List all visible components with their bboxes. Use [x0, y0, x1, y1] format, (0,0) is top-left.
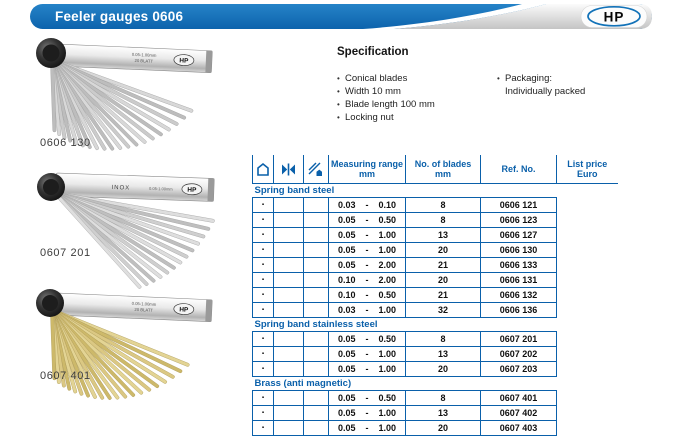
- legend-cell-empty: [304, 332, 329, 347]
- col-unit: mm: [434, 169, 451, 179]
- bullet-icon: •: [337, 100, 340, 109]
- range-dash: -: [365, 290, 369, 300]
- range-from: 0.05: [338, 245, 356, 255]
- legend-works-cell: [304, 155, 329, 184]
- legend-cell-empty: [274, 198, 304, 213]
- spec-item: [337, 98, 489, 111]
- range-from: 0.03: [338, 305, 356, 315]
- list-price-cell: [557, 303, 618, 318]
- ref-no-cell: 0606 136: [481, 303, 557, 318]
- legend-home-cell: [253, 155, 274, 184]
- section-row: [253, 377, 618, 391]
- table-row: [253, 228, 618, 243]
- blade-fan: [54, 191, 215, 289]
- row-bullet: ▪: [253, 347, 274, 362]
- spec-item-text: Blade length 100 mm: [345, 99, 435, 110]
- row-bullet: ▪: [253, 391, 274, 406]
- legend-cell-empty: [274, 288, 304, 303]
- col-label: Measuring range: [330, 158, 404, 169]
- section-row: [253, 184, 618, 198]
- hp-logo: [581, 6, 647, 28]
- range-dash: -: [365, 230, 369, 240]
- col-unit: mm: [358, 169, 375, 179]
- table-row: [253, 406, 618, 421]
- col-header-measuring-range: [329, 155, 406, 184]
- ref-no-cell: 0607 403: [481, 421, 557, 436]
- table-header-row: [253, 155, 618, 184]
- ref-no-cell: 0607 203: [481, 362, 557, 377]
- measuring-range-cell: [329, 273, 406, 288]
- range-dash: -: [365, 334, 369, 344]
- spec-item: [337, 72, 489, 85]
- row-bullet: ▪: [253, 258, 274, 273]
- range-dash: -: [365, 275, 369, 285]
- range-to: 1.00: [378, 349, 396, 359]
- spec-item-text: Individually packed: [505, 86, 586, 97]
- range-to: 1.00: [378, 245, 396, 255]
- range-to: 0.50: [378, 334, 396, 344]
- product-ref-label-2: 0607 201: [40, 247, 91, 259]
- row-bullet: ▪: [253, 198, 274, 213]
- handle-text-line1: INOX: [111, 184, 131, 192]
- table-row: [253, 347, 618, 362]
- range-from: 0.05: [338, 230, 356, 240]
- list-price-cell: [557, 258, 618, 273]
- legend-cell-empty: [304, 303, 329, 318]
- handle-text-line2: 20 BLATT: [134, 57, 154, 64]
- table-row: [253, 391, 618, 406]
- range-to: 1.00: [378, 230, 396, 240]
- specification-section: [337, 46, 677, 124]
- blade-fan: [50, 308, 190, 400]
- page-title: Feeler gauges 0606: [55, 8, 184, 24]
- legend-cell-empty: [304, 421, 329, 436]
- range-to: 1.00: [378, 305, 396, 315]
- measuring-range-cell: [329, 213, 406, 228]
- range-dash: -: [365, 349, 369, 359]
- range-to: 1.00: [378, 408, 396, 418]
- row-bullet: ▪: [253, 406, 274, 421]
- measuring-range-cell: [329, 198, 406, 213]
- section-row: [253, 318, 618, 332]
- legend-cell-empty: [304, 391, 329, 406]
- blade-count-cell: 13: [406, 406, 481, 421]
- ref-no-cell: 0607 402: [481, 406, 557, 421]
- blade-count-cell: 13: [406, 347, 481, 362]
- range-from: 0.05: [338, 364, 356, 374]
- legend-cell-empty: [274, 273, 304, 288]
- row-bullet: ▪: [253, 332, 274, 347]
- range-to: 1.00: [378, 423, 396, 433]
- range-from: 0.03: [338, 200, 356, 210]
- spec-item: [337, 85, 489, 98]
- row-bullet: ▪: [253, 243, 274, 258]
- legend-cell-empty: [304, 362, 329, 377]
- table-row: [253, 332, 618, 347]
- row-bullet: ▪: [253, 228, 274, 243]
- blade-count-cell: 8: [406, 391, 481, 406]
- spec-item: [337, 111, 489, 124]
- measuring-range-cell: [329, 243, 406, 258]
- specification-list: [337, 72, 489, 124]
- works-standard-icon: [308, 162, 324, 177]
- range-dash: -: [365, 408, 369, 418]
- knob-center: [43, 45, 60, 62]
- knob-center: [43, 179, 59, 195]
- legend-cell-empty: [304, 198, 329, 213]
- flow-valve-icon: [280, 162, 297, 177]
- product-photo-3: [26, 283, 231, 408]
- blade-count-cell: 32: [406, 303, 481, 318]
- table-row: [253, 421, 618, 436]
- blade-count-cell: 8: [406, 213, 481, 228]
- blade-count-cell: 20: [406, 273, 481, 288]
- legend-valve-cell: [274, 155, 304, 184]
- range-to: 0.50: [378, 393, 396, 403]
- legend-cell-empty: [274, 391, 304, 406]
- measuring-range-cell: [329, 228, 406, 243]
- product-photo-2: [26, 168, 236, 278]
- blade-count-cell: 8: [406, 198, 481, 213]
- knob-center: [42, 295, 58, 311]
- measuring-range-cell: [329, 421, 406, 436]
- range-to: 0.50: [378, 290, 396, 300]
- range-dash: -: [365, 364, 369, 374]
- legend-cell-empty: [274, 243, 304, 258]
- blade-count-cell: 21: [406, 288, 481, 303]
- measuring-range-cell: [329, 288, 406, 303]
- col-label: No. of blades: [414, 158, 472, 169]
- range-to: 0.10: [378, 200, 396, 210]
- list-price-cell: [557, 421, 618, 436]
- list-price-cell: [557, 198, 618, 213]
- product-ref-label-3: 0607 401: [40, 370, 91, 382]
- range-dash: -: [365, 245, 369, 255]
- range-from: 0.05: [338, 349, 356, 359]
- bullet-icon: •: [337, 113, 340, 122]
- bullet-icon: •: [497, 74, 500, 83]
- measuring-range-cell: [329, 347, 406, 362]
- ref-no-cell: 0607 202: [481, 347, 557, 362]
- legend-cell-empty: [274, 258, 304, 273]
- legend-cell-empty: [274, 347, 304, 362]
- range-dash: -: [365, 260, 369, 270]
- range-from: 0.05: [338, 334, 356, 344]
- ref-no-cell: 0606 131: [481, 273, 557, 288]
- list-price-cell: [557, 406, 618, 421]
- catalog-table-body: [253, 184, 618, 436]
- specification-title: Specification: [337, 46, 409, 58]
- ref-no-cell: 0606 121: [481, 198, 557, 213]
- handle-hp-text: HP: [187, 186, 197, 194]
- range-from: 0.10: [338, 290, 356, 300]
- ref-no-cell: 0606 132: [481, 288, 557, 303]
- row-bullet: ▪: [253, 303, 274, 318]
- catalog-table: [252, 155, 618, 436]
- gauge-handle: [55, 293, 212, 322]
- measuring-range-cell: [329, 303, 406, 318]
- range-to: 0.50: [378, 215, 396, 225]
- range-from: 0.05: [338, 260, 356, 270]
- blade-count-cell: 20: [406, 421, 481, 436]
- list-price-cell: [557, 243, 618, 258]
- list-price-cell: [557, 273, 618, 288]
- section-title: Spring band steel: [254, 185, 335, 196]
- table-row: [253, 362, 618, 377]
- blade-count-cell: 8: [406, 332, 481, 347]
- legend-cell-empty: [304, 406, 329, 421]
- range-dash: -: [365, 423, 369, 433]
- table-row: [253, 303, 618, 318]
- blade-count-cell: 20: [406, 362, 481, 377]
- list-price-cell: [557, 228, 618, 243]
- legend-cell-empty: [274, 421, 304, 436]
- legend-cell-empty: [304, 258, 329, 273]
- col-header-ref-no: [481, 155, 557, 184]
- spec-item-text: Conical blades: [345, 73, 408, 84]
- product-ref-label-1: 0606 130: [40, 137, 91, 149]
- legend-cell-empty: [274, 228, 304, 243]
- measuring-range-cell: [329, 362, 406, 377]
- col-unit: Euro: [576, 169, 598, 179]
- row-bullet: ▪: [253, 288, 274, 303]
- range-from: 0.05: [338, 393, 356, 403]
- range-from: 0.05: [338, 215, 356, 225]
- home-icon: [255, 162, 271, 177]
- legend-cell-empty: [304, 243, 329, 258]
- measuring-range-cell: [329, 332, 406, 347]
- row-bullet: ▪: [253, 213, 274, 228]
- spec-item-text: Width 10 mm: [345, 86, 401, 97]
- list-price-cell: [557, 347, 618, 362]
- table-row: [253, 213, 618, 228]
- page-header-banner: [30, 4, 652, 29]
- legend-cell-empty: [304, 288, 329, 303]
- legend-cell-empty: [274, 303, 304, 318]
- specification-packaging: [497, 72, 647, 124]
- ref-no-cell: 0607 401: [481, 391, 557, 406]
- row-bullet: ▪: [253, 362, 274, 377]
- list-price-cell: [557, 332, 618, 347]
- range-from: 0.05: [338, 423, 356, 433]
- handle-text-line2: 20 BLATT: [134, 306, 154, 313]
- hp-logo-text: HP: [603, 9, 625, 25]
- table-row: [253, 198, 618, 213]
- blade-count-cell: 13: [406, 228, 481, 243]
- row-bullet: ▪: [253, 421, 274, 436]
- measuring-range-cell: [329, 406, 406, 421]
- list-price-cell: [557, 391, 618, 406]
- measuring-range-cell: [329, 258, 406, 273]
- spec-item-text: Locking nut: [345, 112, 394, 123]
- ref-no-cell: 0606 123: [481, 213, 557, 228]
- range-to: 2.00: [378, 260, 396, 270]
- measuring-range-cell: [329, 391, 406, 406]
- legend-cell-empty: [274, 332, 304, 347]
- handle-text-line2: 0.05-1.00mm: [149, 185, 173, 192]
- range-from: 0.05: [338, 408, 356, 418]
- ref-no-cell: 0606 127: [481, 228, 557, 243]
- section-title: Brass (anti magnetic): [254, 378, 352, 389]
- spec-item: [497, 72, 647, 85]
- range-dash: -: [365, 393, 369, 403]
- bullet-icon: •: [337, 74, 340, 83]
- blade-count-cell: 20: [406, 243, 481, 258]
- table-row: [253, 273, 618, 288]
- table-row: [253, 243, 618, 258]
- handle-text-line1: 0.05-1.00mm: [131, 51, 157, 58]
- handle-hp-text: HP: [179, 57, 189, 65]
- list-price-cell: [557, 362, 618, 377]
- col-label: List price: [567, 158, 608, 169]
- range-to: 2.00: [378, 275, 396, 285]
- col-header-no-of-blades: [406, 155, 481, 184]
- range-dash: -: [365, 215, 369, 225]
- spec-item-text: Packaging:: [505, 73, 553, 84]
- range-dash: -: [365, 305, 369, 315]
- legend-cell-empty: [274, 213, 304, 228]
- range-from: 0.10: [338, 275, 356, 285]
- row-bullet: ▪: [253, 273, 274, 288]
- ref-no-cell: 0607 201: [481, 332, 557, 347]
- product-photo-1: [26, 36, 231, 151]
- handle-hp-text: HP: [179, 306, 189, 314]
- legend-cell-empty: [304, 273, 329, 288]
- list-price-cell: [557, 213, 618, 228]
- range-dash: -: [365, 200, 369, 210]
- table-row: [253, 258, 618, 273]
- col-header-list-price: [557, 155, 618, 184]
- legend-cell-empty: [304, 228, 329, 243]
- ref-no-cell: 0606 130: [481, 243, 557, 258]
- handle-text-line1: 0.05-1.00mm: [131, 300, 157, 307]
- legend-cell-empty: [304, 213, 329, 228]
- col-label: Ref. No.: [501, 163, 536, 174]
- list-price-cell: [557, 288, 618, 303]
- blade-count-cell: 21: [406, 258, 481, 273]
- ref-no-cell: 0606 133: [481, 258, 557, 273]
- legend-cell-empty: [304, 347, 329, 362]
- bullet-icon: •: [337, 87, 340, 96]
- section-title: Spring band stainless steel: [254, 319, 378, 330]
- legend-cell-empty: [274, 362, 304, 377]
- range-to: 1.00: [378, 364, 396, 374]
- legend-cell-empty: [274, 406, 304, 421]
- table-row: [253, 288, 618, 303]
